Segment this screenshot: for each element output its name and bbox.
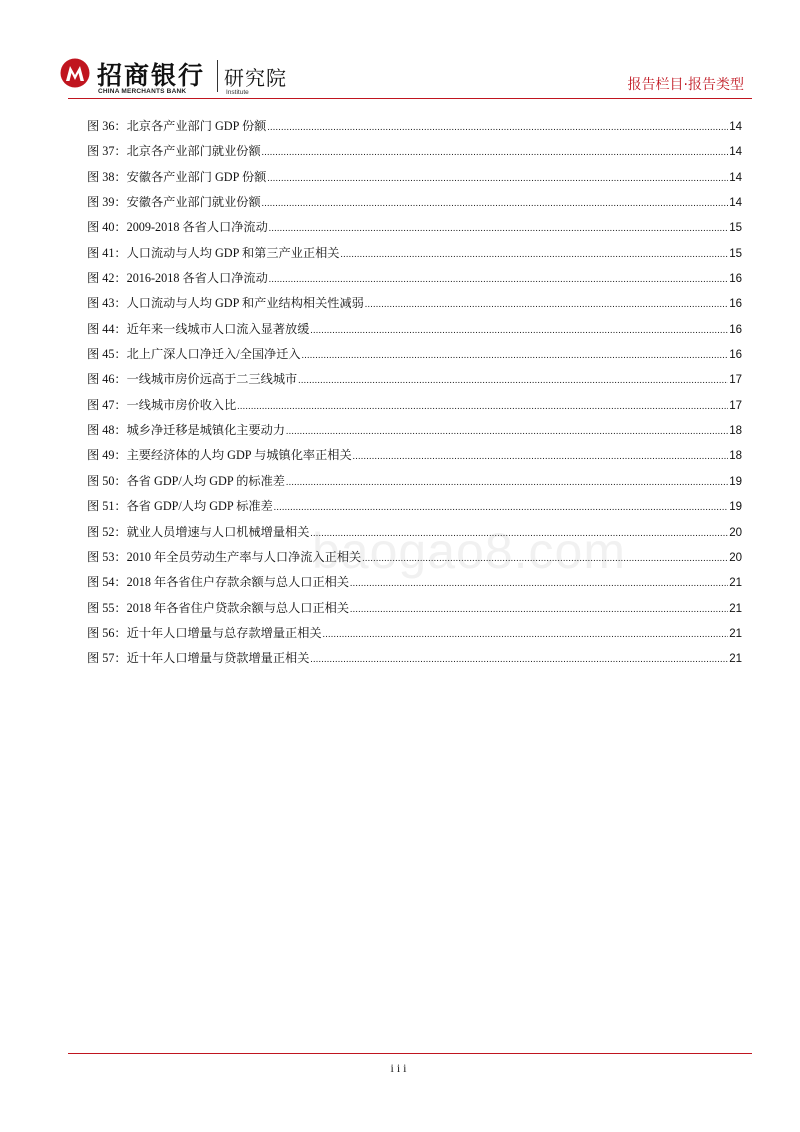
toc-leader-dots	[302, 342, 729, 368]
toc-entry-page: 14	[729, 121, 742, 133]
toc-leader-dots	[310, 646, 728, 672]
toc-entry[interactable]	[87, 190, 742, 215]
toc-leader-dots	[353, 443, 729, 469]
toc-entry-label: 图 46：一线城市房价远高于二三线城市	[87, 372, 298, 387]
toc-entry[interactable]	[87, 418, 742, 443]
toc-entry-page: 14	[729, 197, 742, 210]
toc-entry-label: 图 49：主要经济体的人均 GDP 与城镇化率正相关	[87, 448, 352, 463]
toc-leader-dots	[310, 317, 728, 343]
toc-entry-label: 图 47：一线城市房价收入比	[87, 397, 237, 412]
toc-entry-page: 15	[729, 222, 742, 235]
toc-leader-dots	[365, 291, 728, 317]
toc-entry-page: 16	[729, 298, 742, 311]
toc-leader-dots	[340, 241, 728, 267]
toc-entry[interactable]	[87, 596, 742, 621]
toc-leader-dots	[298, 367, 728, 393]
toc-entry[interactable]	[87, 646, 742, 671]
toc-entry[interactable]	[87, 165, 742, 190]
toc-entry-page: 19	[729, 475, 742, 488]
watermark: baogao8.com	[312, 523, 627, 579]
toc-entry-page: 14	[729, 146, 742, 159]
toc-entry-page: 18	[729, 425, 742, 438]
toc-entry-label: 图 36：北京各产业部门 GDP 份额	[87, 119, 267, 133]
toc-entry-label: 图 44：近年来一线城市人口流入显著放缓	[87, 321, 310, 336]
report-type: 报告栏目·报告类型	[627, 77, 744, 93]
toc-entry-page: 21	[729, 602, 742, 615]
toc-entry-page: 21	[729, 627, 742, 640]
toc-entry-page: 18	[729, 450, 742, 463]
toc-leader-dots	[274, 494, 728, 520]
toc-entry-page: 16	[729, 349, 742, 362]
toc-entry-label: 图 48：城乡净迁移是城镇化主要动力	[87, 423, 286, 438]
toc-leader-dots	[262, 139, 729, 165]
toc-entry-page: 16	[729, 273, 742, 286]
toc-entry[interactable]	[87, 114, 742, 139]
toc-entry[interactable]	[87, 291, 742, 316]
toc-leader-dots	[286, 469, 728, 495]
toc-leader-dots	[323, 621, 729, 647]
toc-entry[interactable]	[87, 215, 742, 240]
page-header	[0, 0, 800, 104]
toc-leader-dots	[237, 393, 728, 419]
toc-leader-dots	[267, 165, 728, 191]
logo-divider	[217, 60, 218, 92]
brand-name-en: CHINA MERCHANTS BANK	[98, 88, 187, 95]
toc-entry[interactable]	[87, 469, 742, 494]
toc-entry[interactable]	[87, 241, 742, 266]
toc-entry-label: 图 53：2010 年全员劳动生产率与人口净流入正相关	[87, 549, 362, 564]
toc-entry-page: 21	[729, 577, 742, 590]
toc-entry-page: 15	[729, 247, 742, 260]
toc-entry-label: 图 56：近十年人口增量与总存款增量正相关	[87, 625, 322, 640]
toc-entry[interactable]	[87, 494, 742, 519]
figure-list	[87, 114, 742, 672]
toc-entry-label: 图 38：安徽各产业部门 GDP 份额	[87, 169, 267, 184]
toc-entry-label: 图 39：安徽各产业部门就业份额	[87, 195, 261, 210]
toc-entry-page: 20	[729, 526, 742, 539]
page-number: iii	[390, 1061, 410, 1075]
toc-entry-page: 20	[729, 551, 742, 564]
toc-entry-page: 16	[729, 323, 742, 336]
toc-entry-label: 图 42：2016-2018 各省人口净流动	[87, 271, 268, 286]
toc-leader-dots	[350, 596, 728, 622]
toc-entry-page: 21	[729, 653, 742, 666]
toc-entry-label: 图 37：北京各产业部门就业份额	[87, 144, 261, 159]
toc-entry[interactable]	[87, 266, 742, 291]
toc-entry[interactable]	[87, 621, 742, 646]
institute-name-en: Institute	[226, 89, 249, 96]
toc-entry-page: 17	[729, 399, 742, 412]
toc-leader-dots	[269, 266, 728, 292]
header-divider	[68, 98, 752, 99]
toc-entry-page: 19	[729, 501, 742, 514]
toc-entry-label: 图 40：2009-2018 各省人口净流动	[87, 220, 268, 235]
toc-entry[interactable]	[87, 367, 742, 392]
toc-entry-label: 图 43：人口流动与人均 GDP 和产业结构相关性减弱	[87, 296, 364, 311]
toc-leader-dots	[262, 190, 729, 216]
brand-name: 招商银行	[97, 61, 206, 90]
toc-entry-label: 图 57：近十年人口增量与贷款增量正相关	[87, 651, 310, 666]
toc-entry-page: 17	[729, 374, 742, 387]
toc-entry-label: 图 54：2018 年各省住户存款余额与总人口正相关	[87, 575, 350, 590]
toc-leader-dots	[267, 114, 728, 140]
institute-name: 研究院	[224, 66, 287, 90]
toc-leader-dots	[286, 418, 728, 444]
footer-divider	[68, 1053, 752, 1054]
toc-entry-label: 图 45：北上广深人口净迁入/全国净迁入	[87, 347, 301, 362]
toc-leader-dots	[269, 215, 728, 241]
toc-entry-label: 图 55：2018 年各省住户贷款余额与总人口正相关	[87, 600, 350, 615]
toc-entry[interactable]	[87, 139, 742, 164]
toc-entry-page: 14	[729, 171, 742, 184]
cmb-logo-icon	[60, 58, 90, 88]
toc-entry[interactable]	[87, 443, 742, 468]
toc-entry-label: 图 50：各省 GDP/人均 GDP 的标准差	[87, 473, 285, 488]
toc-entry[interactable]	[87, 342, 742, 367]
toc-entry[interactable]	[87, 317, 742, 342]
toc-entry-label: 图 41：人口流动与人均 GDP 和第三产业正相关	[87, 245, 340, 260]
toc-entry[interactable]	[87, 393, 742, 418]
toc-entry-label: 图 51：各省 GDP/人均 GDP 标准差	[87, 499, 273, 514]
toc-entry-label: 图 52：就业人员增速与人口机械增量相关	[87, 524, 310, 539]
